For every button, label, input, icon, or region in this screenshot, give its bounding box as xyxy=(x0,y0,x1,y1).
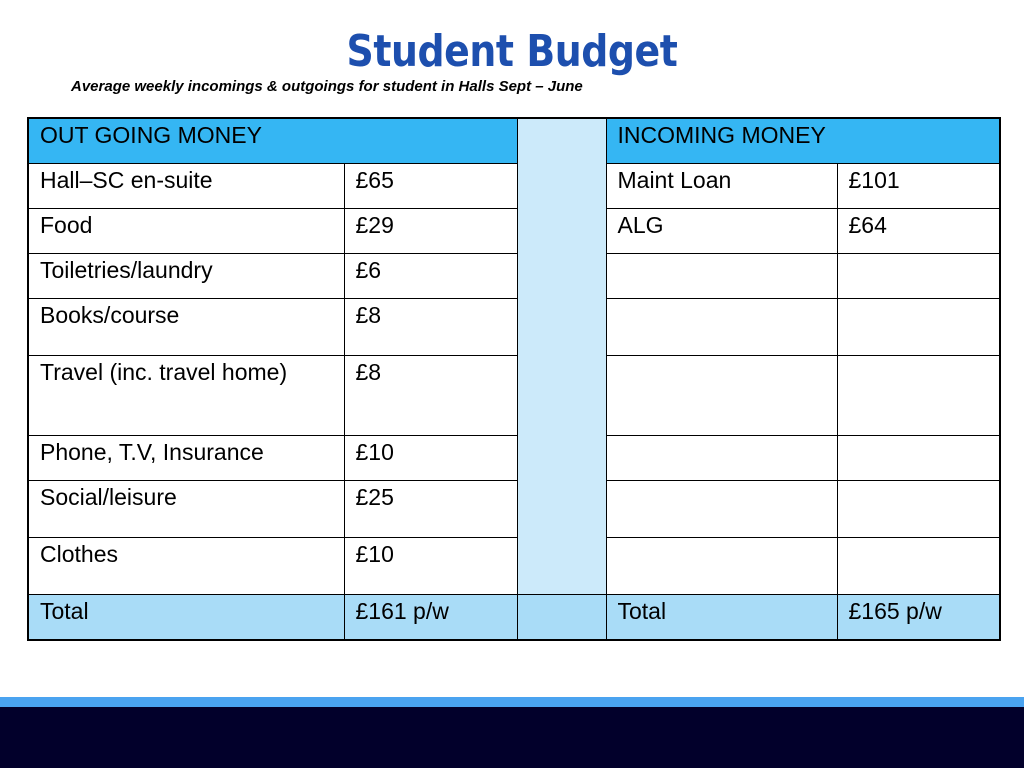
table-row xyxy=(28,538,1000,595)
outgoing-item-amount: £10 xyxy=(344,538,517,595)
table-header-row xyxy=(28,118,1000,164)
incoming-item-amount: £101 xyxy=(837,164,1000,209)
total-gap-cell xyxy=(517,595,606,641)
outgoing-item-label: Social/leisure xyxy=(28,481,344,538)
incoming-empty-cell xyxy=(837,299,1000,356)
column-gap xyxy=(517,118,606,595)
incoming-item-amount: £64 xyxy=(837,209,1000,254)
outgoing-header: OUT GOING MONEY xyxy=(28,118,517,164)
incoming-empty-cell xyxy=(606,254,837,299)
incoming-total-amount: £165 p/w xyxy=(837,595,1000,641)
outgoing-total-amount: £161 p/w xyxy=(344,595,517,641)
outgoing-item-label: Hall–SC en-suite xyxy=(28,164,344,209)
outgoing-item-amount: £25 xyxy=(344,481,517,538)
incoming-header: INCOMING MONEY xyxy=(606,118,1000,164)
outgoing-item-amount: £6 xyxy=(344,254,517,299)
page-title: Student Budget xyxy=(346,26,678,77)
incoming-empty-cell xyxy=(837,254,1000,299)
table-row xyxy=(28,436,1000,481)
incoming-empty-cell xyxy=(837,356,1000,436)
incoming-empty-cell xyxy=(606,481,837,538)
outgoing-item-amount: £10 xyxy=(344,436,517,481)
table-row xyxy=(28,209,1000,254)
incoming-total-label: Total xyxy=(606,595,837,641)
incoming-empty-cell xyxy=(837,538,1000,595)
outgoing-item-amount: £29 xyxy=(344,209,517,254)
table-row xyxy=(28,481,1000,538)
incoming-empty-cell xyxy=(606,356,837,436)
budget-table xyxy=(27,117,1001,641)
outgoing-item-label: Toiletries/laundry xyxy=(28,254,344,299)
incoming-empty-cell xyxy=(837,481,1000,538)
table-row xyxy=(28,254,1000,299)
outgoing-item-label: Travel (inc. travel home) xyxy=(28,356,344,436)
outgoing-item-label: Food xyxy=(28,209,344,254)
outgoing-total-label: Total xyxy=(28,595,344,641)
incoming-item-label: ALG xyxy=(606,209,837,254)
total-row xyxy=(28,595,1000,641)
outgoing-item-label: Phone, T.V, Insurance xyxy=(28,436,344,481)
incoming-empty-cell xyxy=(606,299,837,356)
table-row xyxy=(28,164,1000,209)
page-subtitle: Average weekly incomings & outgoings for student in Halls Sept – June xyxy=(71,78,583,95)
outgoing-item-amount: £8 xyxy=(344,356,517,436)
table-row xyxy=(28,299,1000,356)
footer-stripe xyxy=(0,697,1024,707)
outgoing-item-amount: £65 xyxy=(344,164,517,209)
table-row xyxy=(28,356,1000,436)
footer-band xyxy=(0,707,1024,768)
incoming-item-label: Maint Loan xyxy=(606,164,837,209)
outgoing-item-label: Books/course xyxy=(28,299,344,356)
incoming-empty-cell xyxy=(606,436,837,481)
incoming-empty-cell xyxy=(606,538,837,595)
outgoing-item-label: Clothes xyxy=(28,538,344,595)
outgoing-item-amount: £8 xyxy=(344,299,517,356)
incoming-empty-cell xyxy=(837,436,1000,481)
